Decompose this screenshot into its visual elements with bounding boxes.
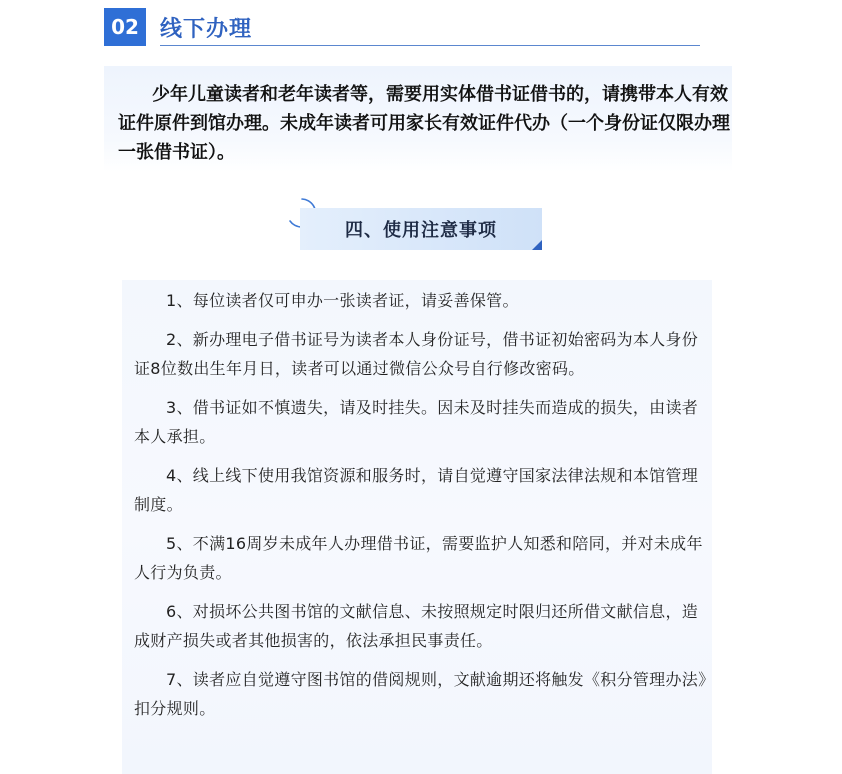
notice-title: 四、使用注意事项 <box>345 220 497 241</box>
section-header <box>104 8 700 48</box>
notice-item: 4、线上线下使用我馆资源和服务时，请自觉遵守国家法律法规和本馆管理制度。 <box>134 466 699 514</box>
section-title: 线下办理 <box>160 17 253 42</box>
notice-item: 2、新办理电子借书证号为读者本人身份证号，借书证初始密码为本人身份证8位数出生年月日，读者可以通过微信公众号自行修改密码。 <box>134 330 699 378</box>
notice-item: 7、读者应自觉遵守图书馆的借阅规则，文献逾期还将触发《积分管理办法》扣分规则。 <box>134 670 707 718</box>
intro-paragraph: 少年儿童读者和老年读者等，需要用实体借书证借书的，请携带本人有效证件原件到馆办理。未成年读者可用家长有效证件代办（一个身份证仅限办理一张借书证）。 <box>118 84 730 163</box>
section-number-badge: 02 <box>104 8 146 46</box>
notice-item: 1、每位读者仅可申办一张读者证，请妥善保管。 <box>166 291 519 310</box>
notice-item: 6、对损坏公共图书馆的文献信息、未按照规定时限归还所借文献信息，造成财产损失或者其他损害的，依法承担民事责任。 <box>134 602 699 650</box>
title-underline <box>160 45 700 46</box>
notice-item: 5、不满16周岁未成年人办理借书证，需要监护人知悉和陪同，并对未成年人行为负责。 <box>134 534 703 582</box>
notice-title-banner <box>300 208 542 250</box>
banner-corner-triangle <box>532 240 542 250</box>
notice-item: 3、借书证如不慎遗失，请及时挂失。因未及时挂失而造成的损失，由读者本人承担。 <box>134 398 699 446</box>
notice-list <box>134 286 708 733</box>
